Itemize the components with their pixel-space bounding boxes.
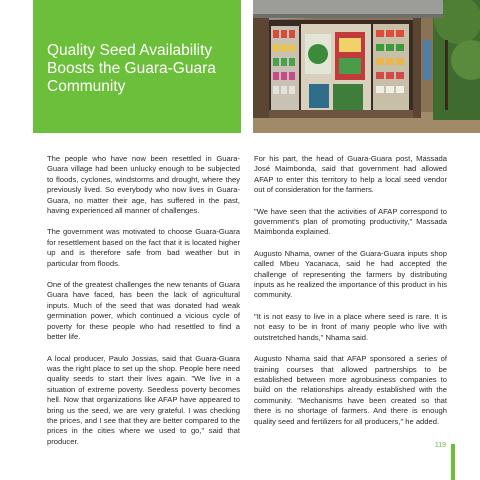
article-title: Quality Seed Availability Boosts the Guara-Guara Community [47,42,216,95]
paragraph: A local producer, Paulo Jossias, said that Guara-Guara was the right place to set up the shop. People here need quality seeds to start their lives again. "We live in a situation of extreme poverty. Seedless poverty becomes hell. Now that organizations like AFAP have appeared to bring us the seed, we are very grateful. I was checking the prices, and I see that they are better compared to the prices in the cities where we used to go," said that producer. [47,353,240,446]
paragraph: Augusto Nhama said that AFAP sponsored a series of training courses that allowed partnerships to be established between more agrobusiness companies to build on the relationships already established with the community. "Mechanisms have been created so that there is no shortage of farmers. And there is enough quality seed and fertilizers for all producers," he added. [254,354,447,426]
left-column [47,154,240,458]
paragraph: Augusto Nhama, owner of the Guara-Guara inputs shop called Mbeu Yacanaca, said he had accepted the challenge of representing the farmers by distributing inputs as he realized the importance of this product in his community. [254,248,447,300]
paragraph: The government was motivated to choose Guara-Guara for resettlement based on the fact that it is located higher up and is therefore safe from bad weather but in particular from floods. [47,227,240,268]
paragraph: One of the greatest challenges the new tenants of Guara Guara have faced, has been the lack of agricultural inputs. Much of the seed that was donated had weak germination power, which continued a vicious cycle of poverty for these people who had resettled to find a better life. [47,280,240,342]
page-accent-bar [451,444,455,480]
paragraph: "We have seen that the activities of AFAP correspond to government's plan of promoting productivity," Massada Maimbonda explained. [254,206,447,237]
right-column [254,154,447,438]
paragraph: For his part, the head of Guara-Guara post, Massada José Maimbonda, said that government had allowed AFAP to enter this territory to help a local seed vendor out of consideration for the farmers. [254,154,447,195]
title-banner [33,0,241,133]
paragraph: "It is not easy to live in a place where seed is rare. It is not easy to be in front of many people who live with outstretched hands," Nhama said. [254,311,447,342]
page-number: 119 [434,442,446,449]
shop-photo [253,0,480,133]
paragraph: The people who have now been resettled in Guara-Guara village had been unlucky enough to be subjected to floods, cyclones, windstorms and drought, where they previously lived. So everybody who now lives in Guara-Guara, no matter their age, has suffered in the past, having experienced all manner of challenges. [47,154,240,216]
